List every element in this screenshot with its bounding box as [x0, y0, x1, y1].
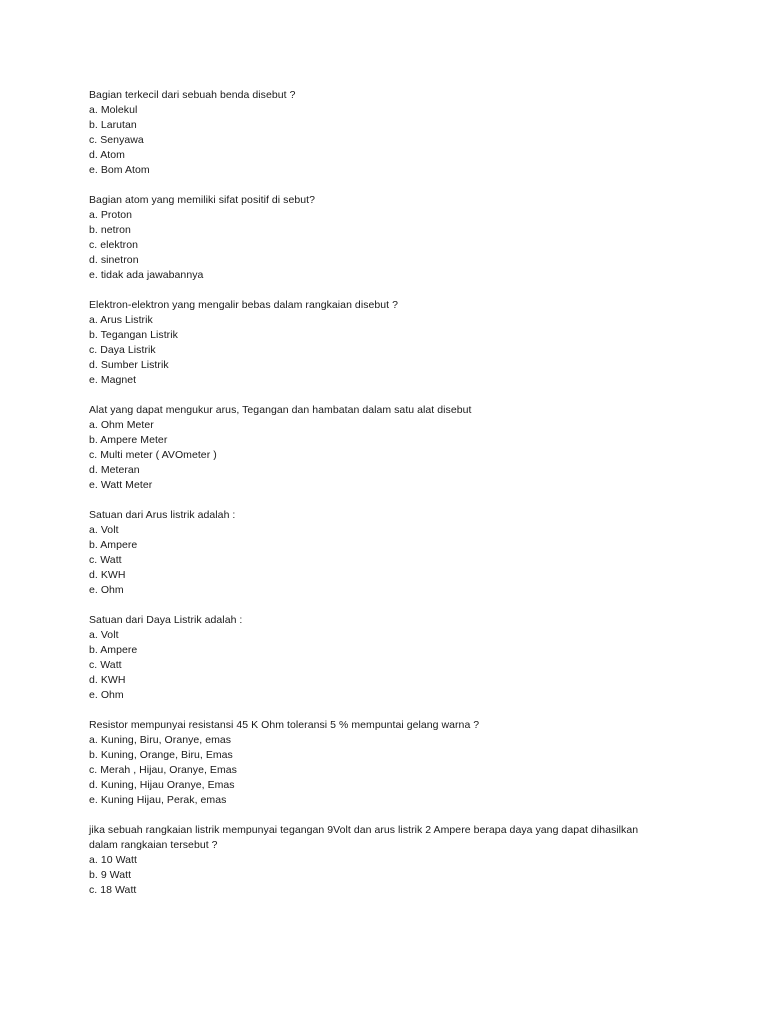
option-c: c. elektron — [89, 239, 138, 251]
option-b: b. Ampere Meter — [89, 434, 168, 446]
option-a: a. Arus Listrik — [89, 314, 153, 326]
question-8 — [89, 823, 729, 898]
option-c: c. Watt — [89, 659, 122, 671]
option-c: c. 18 Watt — [89, 884, 137, 896]
option-b: b. 9 Watt — [89, 869, 132, 881]
question-text: Resistor mempunyai resistansi 45 K Ohm toleransi 5 % mempuntai gelang warna ? — [89, 719, 480, 731]
question-5 — [89, 508, 729, 598]
question-2 — [89, 193, 729, 283]
option-e: e. Ohm — [89, 689, 124, 701]
question-text: Alat yang dapat mengukur arus, Tegangan dan hambatan dalam satu alat disebut — [89, 404, 472, 416]
option-d: d. sinetron — [89, 254, 139, 266]
option-a: a. Ohm Meter — [89, 419, 154, 431]
option-d: d. Meteran — [89, 464, 140, 476]
question-7 — [89, 718, 729, 808]
option-a: a. 10 Watt — [89, 854, 137, 866]
option-d: d. Atom — [89, 149, 125, 161]
question-1 — [89, 88, 729, 178]
option-a: a. Volt — [89, 524, 119, 536]
option-e: e. Kuning Hijau, Perak, emas — [89, 794, 227, 806]
question-text: Bagian terkecil dari sebuah benda disebut ? — [89, 89, 296, 101]
option-c: c. Senyawa — [89, 134, 144, 146]
question-text: Satuan dari Daya Listrik adalah : — [89, 614, 243, 626]
option-e: e. Ohm — [89, 584, 124, 596]
option-b: b. Ampere — [89, 539, 138, 551]
question-text: Satuan dari Arus listrik adalah : — [89, 509, 236, 521]
option-b: b. Larutan — [89, 119, 137, 131]
option-d: d. KWH — [89, 569, 126, 581]
option-c: c. Daya Listrik — [89, 344, 156, 356]
option-c: c. Watt — [89, 554, 122, 566]
question-4 — [89, 403, 729, 493]
option-e: e. Magnet — [89, 374, 137, 386]
option-b: b. Ampere — [89, 644, 138, 656]
option-b: b. Tegangan Listrik — [89, 329, 178, 341]
question-text-line-1: jika sebuah rangkaian listrik mempunyai tegangan 9Volt dan arus listrik 2 Ampere berapa daya yang dapat dihasilkan — [89, 824, 639, 836]
option-d: d. Sumber Listrik — [89, 359, 169, 371]
question-text: Elektron-elektron yang mengalir bebas dalam rangkaian disebut ? — [89, 299, 398, 311]
option-a: a. Volt — [89, 629, 119, 641]
option-e: e. Watt Meter — [89, 479, 153, 491]
option-b: b. netron — [89, 224, 131, 236]
option-a: a. Proton — [89, 209, 133, 221]
option-d: d. Kuning, Hijau Oranye, Emas — [89, 779, 235, 791]
question-6 — [89, 613, 729, 703]
option-d: d. KWH — [89, 674, 126, 686]
option-a: a. Molekul — [89, 104, 138, 116]
question-3 — [89, 298, 729, 388]
option-a: a. Kuning, Biru, Oranye, emas — [89, 734, 232, 746]
option-c: c. Merah , Hijau, Oranye, Emas — [89, 764, 237, 776]
question-text-line-2: dalam rangkaian tersebut ? — [89, 839, 218, 851]
option-c: c. Multi meter ( AVOmeter ) — [89, 449, 217, 461]
option-e: e. tidak ada jawabannya — [89, 269, 204, 281]
option-e: e. Bom Atom — [89, 164, 150, 176]
quiz-content — [89, 88, 729, 913]
option-b: b. Kuning, Orange, Biru, Emas — [89, 749, 233, 761]
question-text: Bagian atom yang memiliki sifat positif di sebut? — [89, 194, 315, 206]
